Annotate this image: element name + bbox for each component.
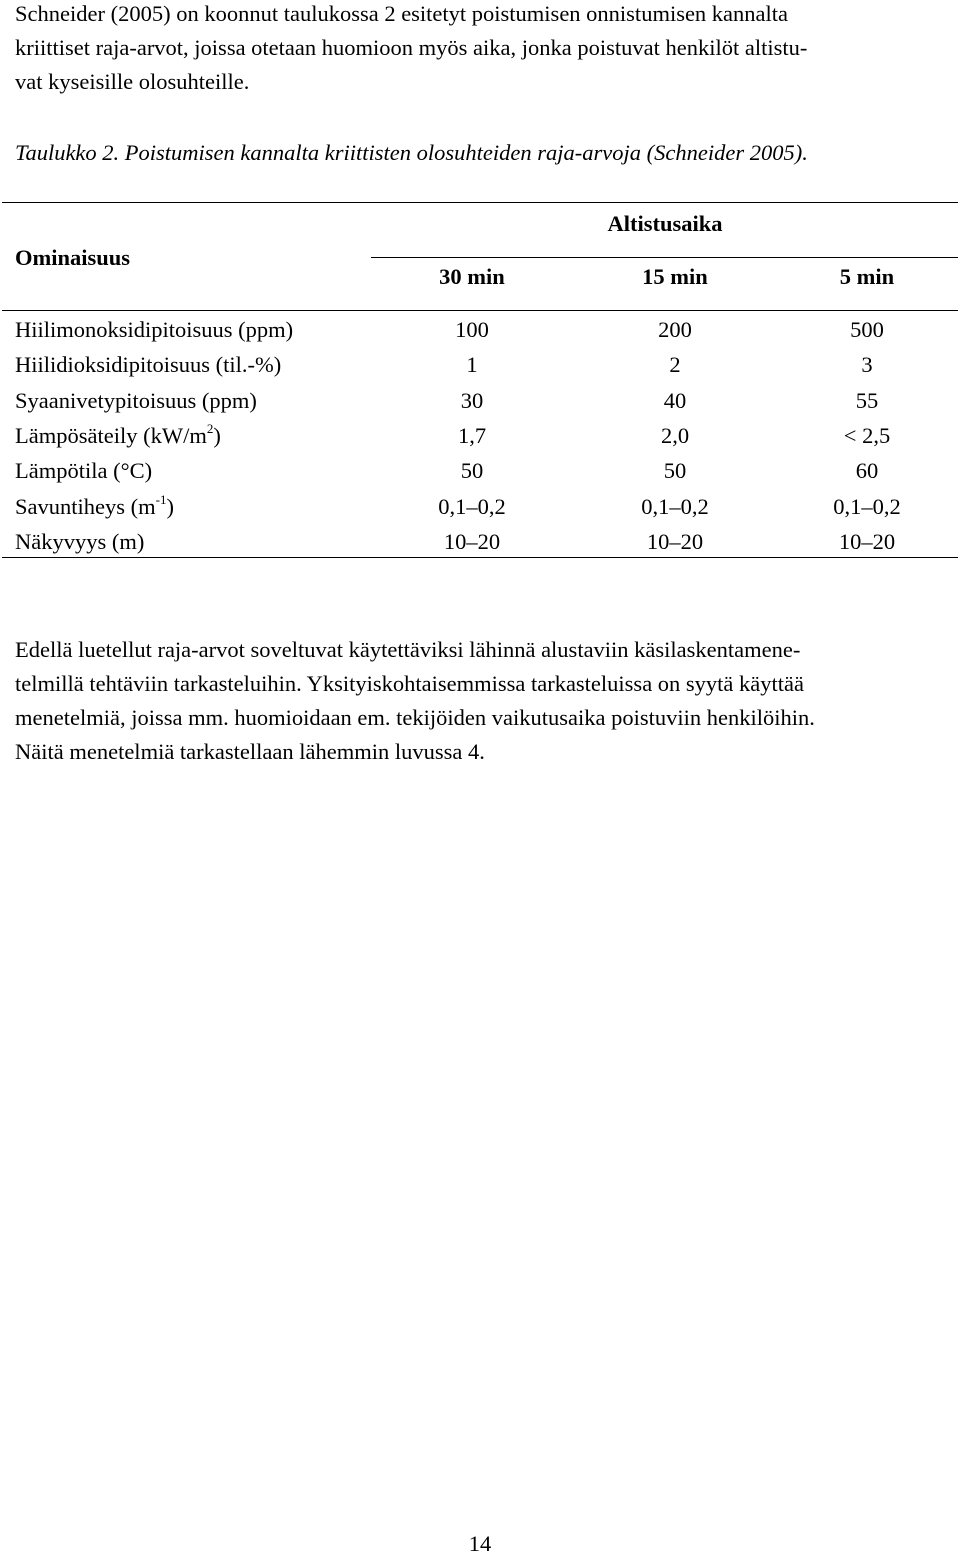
- table-cell: 2,0: [660, 423, 690, 448]
- intro-paragraph: [15, 0, 807, 99]
- column-header-15-min: 15 min: [642, 264, 708, 289]
- table-cell: 1,7: [457, 423, 487, 448]
- table-cell: 0,1–0,2: [833, 494, 901, 519]
- intro-line: vat kyseisille olosuhteille.: [15, 69, 250, 94]
- table-cell: 200: [658, 317, 692, 342]
- row-label: [15, 419, 221, 453]
- table-cell: 0,1–0,2: [641, 494, 709, 519]
- row-label-suffix: ): [213, 423, 221, 448]
- row-label-suffix: ): [166, 494, 174, 519]
- intro-line: Schneider (2005) on koonnut taulukossa 2 esitetyt poistumisen onnistumisen kannalta: [15, 1, 789, 26]
- outro-line: Näitä menetelmiä tarkastellaan lähemmin luvussa 4.: [15, 739, 485, 764]
- row-label: Lämpötila (°C): [15, 458, 153, 483]
- outro-line: telmillä tehtäviin tarkasteluihin. Yksityiskohtaisemmissa tarkasteluissa on syytä käyttää: [15, 671, 805, 696]
- table-cell: 100: [455, 317, 489, 342]
- row-label-superscript: 2: [206, 420, 214, 436]
- table-cell: 0,1–0,2: [438, 494, 506, 519]
- table-cell: 2: [669, 352, 681, 377]
- row-label: Hiilimonoksidipitoisuus (ppm): [15, 317, 294, 342]
- group-header-rule: [371, 257, 958, 258]
- column-header-property: Ominaisuus: [15, 245, 131, 270]
- row-label: Hiilidioksidipitoisuus (til.-%): [15, 352, 282, 377]
- row-label-text: Lämpösäteily (kW/m: [15, 423, 207, 448]
- table-cell: 500: [850, 317, 884, 342]
- column-header-5-min: 5 min: [839, 264, 895, 289]
- table-cell: 3: [861, 352, 873, 377]
- row-label-text: Savuntiheys (m: [15, 494, 156, 519]
- row-label-superscript: -1: [155, 491, 167, 507]
- table-top-rule: [2, 202, 958, 203]
- column-header-30-min: 30 min: [439, 264, 505, 289]
- table-cell: 50: [460, 458, 484, 483]
- table-cell: 1: [466, 352, 478, 377]
- table-cell: 10–20: [838, 529, 896, 554]
- table-cell: 60: [855, 458, 879, 483]
- table-cell: < 2,5: [843, 423, 891, 448]
- table-cell: 40: [663, 388, 687, 413]
- table-cell: 30: [460, 388, 484, 413]
- table-caption: Taulukko 2. Poistumisen kannalta kriittisten olosuhteiden raja-arvoja (Schneider 2005).: [15, 140, 808, 165]
- column-group-header-exposure-time: Altistusaika: [607, 211, 723, 236]
- table-cell: 10–20: [646, 529, 704, 554]
- page-number: 14: [468, 1531, 492, 1556]
- row-label: [15, 490, 174, 524]
- intro-line: kriittiset raja-arvot, joissa otetaan huomioon myös aika, jonka poistuvat henkilöt altistu-: [15, 35, 808, 60]
- table-cell: 10–20: [443, 529, 501, 554]
- row-label: Syaanivetypitoisuus (ppm): [15, 388, 257, 413]
- outro-line: menetelmiä, joissa mm. huomioidaan em. tekijöiden vaikutusaika poistuviin henkilöihin.: [15, 705, 815, 730]
- outro-line: Edellä luetellut raja-arvot soveltuvat käytettäviksi lähinnä alustaviin käsilaskentamene-: [15, 637, 801, 662]
- table-cell: 50: [663, 458, 687, 483]
- table-cell: 55: [855, 388, 879, 413]
- outro-paragraph: [15, 633, 815, 769]
- header-bottom-rule: [2, 310, 958, 311]
- row-label: Näkyvyys (m): [15, 529, 145, 554]
